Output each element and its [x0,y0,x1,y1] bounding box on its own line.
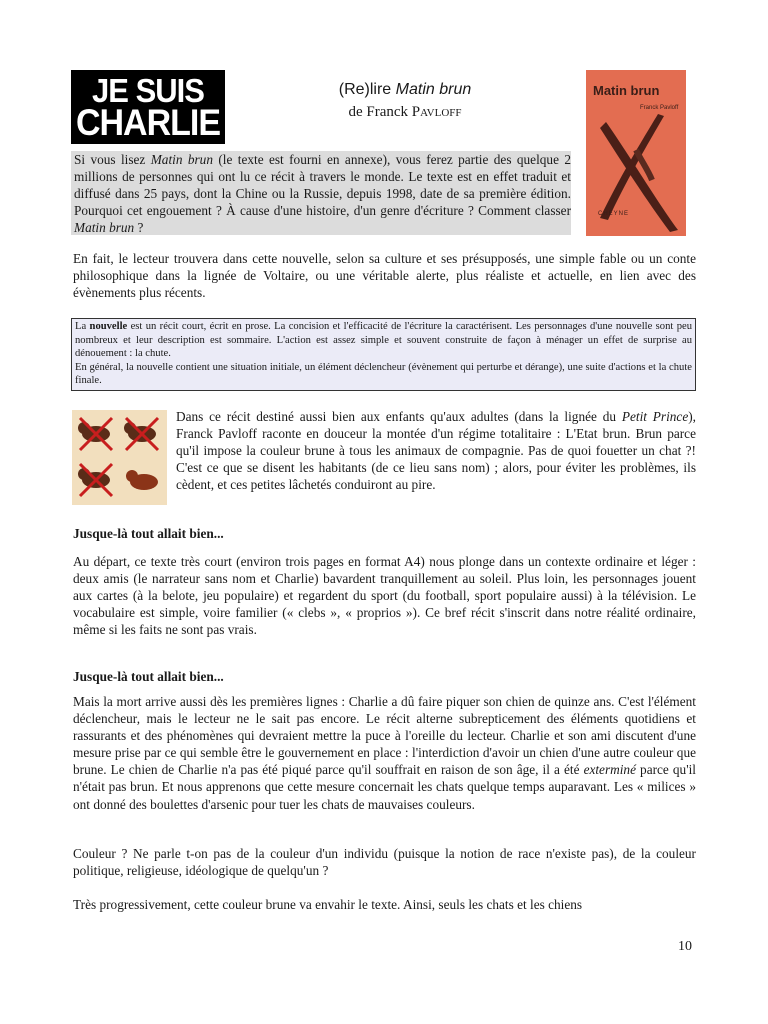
definition-text-1: La nouvelle est un récit court, écrit en prose. La concision et l'efficacité de l'écriture la caractérisent. Les personnages d'une nouvelle sont peu nombreux et leur description est sommaire. L'action est assez simple et souvent construite de façon à ménager un effet de surprise au dénouement : la chute. [75,321,692,360]
logo-line2: CHARLIE [75,101,221,144]
paragraph-5: Couleur ? Ne parle t-on pas de la couleur d'un individu (puisque la notion de race n'existe pas), de la couleur politique, religieuse, idéologique de quelqu'un ? [73,846,696,879]
section-heading-1: Jusque-là tout allait bien... [73,526,224,541]
paragraph-2: Dans ce récit destiné aussi bien aux enfants qu'aux adultes (dans la lignée du Petit Prince), Franck Pavloff raconte en douceur la montée d'un régime totalitaire : L'Etat brun. Brun parce qu'il impose la couleur brune à tous les animaux de compagnie. Pas de quoi fouetter un chat ?! C'est ce que se disent les habitants (de ce lieu sans nom) ; alors, pour éviter les problèmes, ils cèdent, et ces petites lâchetés conduiront au pire. [176,409,697,493]
paragraph-3: Au départ, ce texte très court (environ trois pages en format A4) nous plonge dans un contexte ordinaire et léger : deux amis (le narrateur sans nom et Charlie) bavardent tranquillement au soleil. Plus loin, les personnages jouent aux cartes (à la belote, jeu populaire) et regardent du sport (du football, sport populaire aussi) à la télévision. Le vocabulaire est simple, voire familier (« clebs », « proprios »). Ce bref récit s'inscrit dans notre réalité ordinaire, même si les faits ne sont pas vrais. [73,554,696,638]
title-author: de Franck PAVLOFF [348,104,462,120]
book-cover-image [586,70,686,236]
paragraph-6: Très progressivement, cette couleur brune va envahir le texte. Ainsi, seuls les chats et les chiens [73,897,583,912]
definition-box [71,318,696,391]
section-heading-2: Jusque-là tout allait bien... [73,669,224,684]
intro-paragraph: Si vous lisez Matin brun (le texte est fourni en annexe), vous ferez partie des quelque 2 millions de personnes qui ont lu ce récit à travers le monde. Le texte est en effet traduit et diffusé dans 25 pays, dont la Chine ou la Russie, depuis 1998, date de sa première édition. Pourquoi cet engouement ? À cause d'une histoire, d'un genre d'écriture ? Comment classer Matin brun ? [71,151,571,235]
paragraph-1: En fait, le lecteur trouvera dans cette nouvelle, selon sa culture et ses présupposés, une simple fable ou un conte philosophique dans la lignée de Voltaire, ou une véritable alerte, plus réaliste et actuelle, en lien avec des évènements plus récents. [73,251,696,301]
cover-author: Franck Pavloff [640,105,679,111]
document-title [240,80,570,123]
cover-publisher: CHEYNE [598,211,630,217]
paragraph-4: Mais la mort arrive aussi dès les premières lignes : Charlie a dû faire piquer son chien de quinze ans. C'est l'élément déclencheur, mais le lecteur ne le sait pas encore. Le récit alterne subrepticement des éléments quotidiens et rassurants et des phénomènes qui devraient mettre la puce à l'oreille du lecteur. Charlie et son ami discutent d'une mesure prise par ce qui semble être le gouvernement en place : l'interdiction d'avoir un chien d'une autre couleur que brune. Le chien de Charlie n'a pas été piqué parce qu'il souffrait en raison de son âge, il a été exterminé parce qu'il n'était pas brun. Et nous apprenons que cette mesure concernait les chats quelque temps auparavant. Les « milices » ont donné des boulettes d'arsenic pour tuer les chats de mauvaises couleurs. [73,694,696,812]
definition-text-2: En général, la nouvelle contient une situation initiale, un élément déclencheur (évènement qui perturbe et dérange), une suite d'actions et la chute finale. [75,361,692,387]
title-main: (Re)lire Matin brun [338,81,472,98]
je-suis-charlie-logo [71,70,225,144]
cover-title: Matin brun [593,83,660,98]
crossed-out-cats-image [72,410,167,505]
page-number: 10 [678,939,692,954]
logo-line1: JE SUIS [92,71,204,109]
